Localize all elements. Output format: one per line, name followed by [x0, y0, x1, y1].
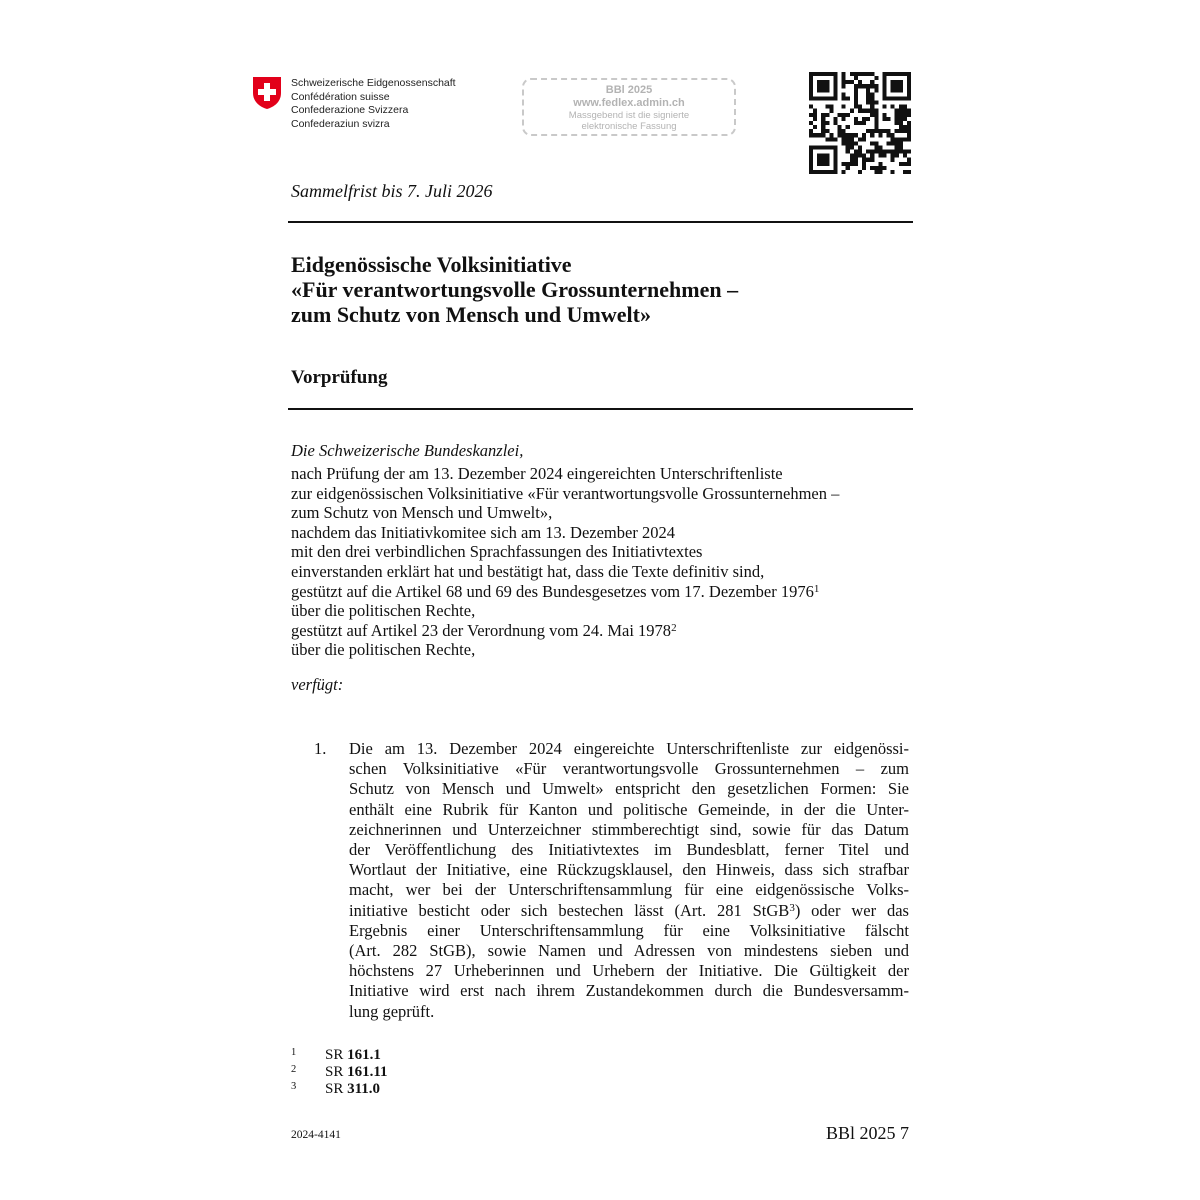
preamble-line: [291, 582, 839, 602]
title-line: Eidgenössische Volksinitiative: [291, 252, 572, 277]
item-line-tail: ) oder wer das: [794, 900, 909, 920]
footnote-text: [325, 1064, 388, 1081]
footnote-number: 3: [291, 1081, 297, 1092]
footnote-ref[interactable]: 3: [789, 901, 795, 914]
confederation-name-it: Confederazione Svizzera: [291, 104, 409, 116]
publication-stamp: [522, 78, 736, 136]
preamble-line: zur eidgenössischen Volksinitiative «Für verantwortungsvolle Grossunternehmen –: [291, 483, 840, 503]
footnote-number: 2: [291, 1064, 297, 1075]
item-line: schen Volksinitiative «Für verantwortungsvolle Grossunternehmen – zum: [349, 759, 909, 779]
stamp-url: www.fedlex.admin.ch: [573, 97, 685, 109]
preamble: [291, 464, 839, 660]
confederation-name-rm: Confederaziun svizra: [291, 117, 390, 130]
preamble-line: [291, 621, 839, 641]
item-line: höchstens 27 Urheberinnen und Urhebern der Initiative. Die Gültigkeit der: [349, 961, 909, 981]
footnote-sr-link[interactable]: 161.1: [347, 1047, 381, 1063]
title-line: zum Schutz von Mensch und Umwelt»: [291, 302, 651, 327]
footnote-prefix: SR: [325, 1064, 344, 1080]
item-line: Initiative wird erst nach ihrem Zustandekommen durch die Bundesversamm-: [349, 981, 909, 1001]
decrees-label: verfügt:: [291, 675, 344, 694]
footnote-prefix: SR: [325, 1081, 344, 1097]
footnote-prefix: SR: [325, 1047, 344, 1063]
preamble-line: über die politischen Rechte,: [291, 601, 476, 621]
item-line: Schutz von Mensch und Umwelt» entspricht den gesetzlichen Formen: Sie: [349, 779, 909, 799]
preamble-line-text: gestützt auf die Artikel 68 und 69 des Bundesgesetzes vom 17. Dezember 1976: [291, 581, 814, 601]
divider-top: [288, 221, 913, 223]
item-line: enthält eine Rubrik für Kanton und politische Gemeinde, in der die Unter-: [349, 799, 909, 819]
item-line-text: initiative besticht oder sich bestechen lässt (Art. 281 StGB: [349, 900, 790, 920]
qr-code-icon: [809, 72, 911, 174]
item-line: [349, 901, 909, 921]
item-line: macht, wer bei der Unterschriftensammlung für eine eidgenössische Volks-: [349, 880, 909, 900]
item-line: Wortlaut der Initiative, eine Rückzugsklausel, den Hinweis, dass sich strafbar: [349, 860, 909, 880]
document-id: 2024-4141: [291, 1129, 341, 1141]
collection-deadline: Sammelfrist bis 7. Juli 2026: [291, 181, 493, 201]
item-line: Ergebnis einer Unterschriftensammlung für eine Volksinitiative fälscht: [349, 920, 909, 940]
footnote-text: [325, 1047, 381, 1064]
item-line: (Art. 282 StGB), sowie Namen und Adressen von mindestens sieben und: [349, 941, 909, 961]
item-text: [349, 739, 909, 1022]
divider-bottom: [288, 408, 913, 410]
title-line: «Für verantwortungsvolle Grossunternehmen –: [291, 277, 739, 302]
page-reference: BBl 2025 7: [825, 1123, 909, 1143]
stamp-note-1: Massgebend ist die signierte: [568, 110, 690, 121]
item-number: 1.: [314, 739, 327, 758]
preamble-line-text: gestützt auf Artikel 23 der Verordnung vom 24. Mai 1978: [291, 620, 672, 640]
footnote-ref[interactable]: 2: [671, 621, 677, 634]
page-title: [291, 252, 738, 327]
section-heading: Vorprüfung: [291, 367, 388, 388]
confederation-name-de: Schweizerische Eidgenossenschaft: [291, 77, 456, 89]
preamble-line: über die politischen Rechte,: [291, 640, 476, 660]
preamble-line: nach Prüfung der am 13. Dezember 2024 eingereichten Unterschriftenliste: [291, 464, 783, 483]
preamble-line: mit den drei verbindlichen Sprachfassungen des Initiativtextes: [291, 542, 703, 562]
preamble-line: nachdem das Initiativkomitee sich am 13. Dezember 2024: [291, 522, 675, 542]
item-line: zeichnerinnen und Unterzeichner stimmberechtigt sind, sowie für das Datum: [349, 819, 909, 839]
preamble-line: einverstanden erklärt hat und bestätigt hat, dass die Texte definitiv sind,: [291, 561, 765, 581]
confederation-name-fr: Confédération suisse: [291, 90, 390, 103]
footnote-text: [325, 1081, 380, 1098]
item-line: lung geprüft.: [349, 1001, 435, 1021]
footnote-sr-link[interactable]: 161.11: [347, 1064, 388, 1080]
footnote-number: 1: [291, 1047, 297, 1058]
preamble-line: zum Schutz von Mensch und Umwelt»,: [291, 503, 553, 523]
confederation-names: [291, 77, 456, 131]
swiss-cross-shield-icon: [252, 76, 282, 110]
footnote-ref[interactable]: 1: [813, 582, 820, 595]
item-line: der Veröffentlichung des Initiativtextes im Bundesblatt, ferner Titel und: [349, 840, 909, 860]
stamp-gazette: BBl 2025: [605, 84, 653, 96]
footnote-sr-link[interactable]: 311.0: [347, 1081, 381, 1097]
stamp-note-2: elektronische Fassung: [581, 121, 677, 132]
item-line: Die am 13. Dezember 2024 eingereichte Unterschriftenliste zur eidgenössi-: [349, 739, 909, 758]
issuing-authority: Die Schweizerische Bundeskanzlei,: [291, 441, 524, 460]
